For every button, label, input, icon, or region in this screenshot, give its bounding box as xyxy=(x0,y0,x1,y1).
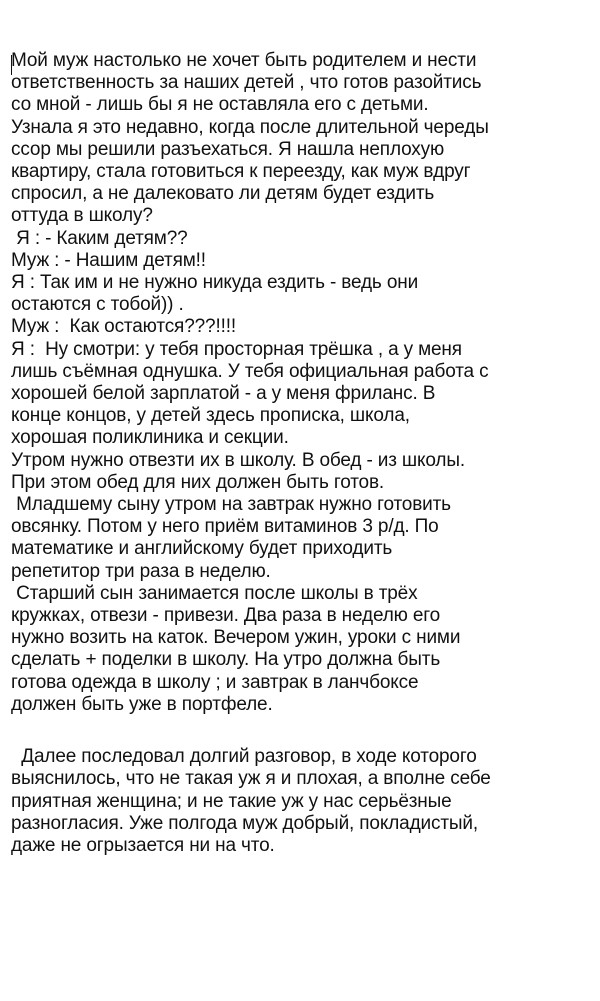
text-line: Узнала я это недавно, когда после длительной череды xyxy=(11,116,489,138)
text-line: остаются с тобой)) . xyxy=(11,294,184,316)
text-line: квартиру, стала готовиться к переезду, как муж вдруг xyxy=(11,161,471,183)
text-line: Утром нужно отвезти их в школу. В обед - из школы. xyxy=(11,449,465,471)
text-line: конце концов, у детей здесь прописка, школа, xyxy=(11,405,410,427)
text-line: хорошей белой зарплатой - а у меня фриланс. В xyxy=(11,383,436,405)
text-line: ответственность за наших детей , что готов разойтись xyxy=(11,72,482,94)
text-line: даже не огрызается ни на что. xyxy=(11,834,275,856)
text-line: готова одежда в школу ; и завтрак в ланчбоксе xyxy=(11,671,419,693)
text-line: хорошая поликлиника и секции. xyxy=(11,427,289,449)
text-line: лишь съёмная однушка. У тебя официальная работа с xyxy=(11,360,489,382)
text-line: овсянку. Потом у него приём витаминов 3 р/д. По xyxy=(11,516,439,538)
paragraph-part-1 xyxy=(11,50,595,716)
text-line: Муж : Как остаются???!!!! xyxy=(11,316,236,338)
document-text xyxy=(11,50,595,857)
text-line: кружках, отвези - привези. Два раза в неделю его xyxy=(11,605,441,627)
text-line: сделать + поделки в школу. На утро должна быть xyxy=(11,649,441,671)
text-line: ссор мы решили разъехаться. Я нашла неплохую xyxy=(11,138,445,160)
text-line: При этом обед для них должен быть готов. xyxy=(11,471,385,493)
paragraph-gap xyxy=(11,716,595,746)
text-line: Мой муж настолько не хочет быть родителем и нести xyxy=(11,50,477,71)
text-line: Я : Так им и не нужно никуда ездить - ведь они xyxy=(11,272,419,294)
text-line: Далее последовал долгий разговор, в ходе которого xyxy=(11,746,477,768)
text-line: Я : Ну смотри: у тебя просторная трёшка , а у меня xyxy=(11,338,462,360)
text-line: математике и английскому будет приходить xyxy=(11,538,393,560)
text-line: со мной - лишь бы я не оставляла его с детьми. xyxy=(11,94,429,116)
text-line: спросил, а не далековато ли детям будет ездить xyxy=(11,183,435,205)
text-line: приятная женщина; и не такие уж у нас серьёзные xyxy=(11,790,452,812)
text-line: Старший сын занимается после школы в трёх xyxy=(11,582,418,604)
text-line: выяснилось, что не такая уж я и плохая, а вполне себе xyxy=(11,768,491,790)
text-line: Младшему сыну утром на завтрак нужно готовить xyxy=(11,494,451,516)
paragraph-part-2 xyxy=(11,746,595,857)
text-line: разногласия. Уже полгода муж добрый, покладистый, xyxy=(11,812,478,834)
text-line: репетитор три раза в неделю. xyxy=(11,560,271,582)
text-line: нужно возить на каток. Вечером ужин, уроки с ними xyxy=(11,627,461,649)
text-line: Муж : - Нашим детям!! xyxy=(11,249,206,271)
text-line: должен быть уже в портфеле. xyxy=(11,693,273,715)
text-line: оттуда в школу? xyxy=(11,205,153,227)
text-line: Я : - Каким детям?? xyxy=(11,227,188,249)
